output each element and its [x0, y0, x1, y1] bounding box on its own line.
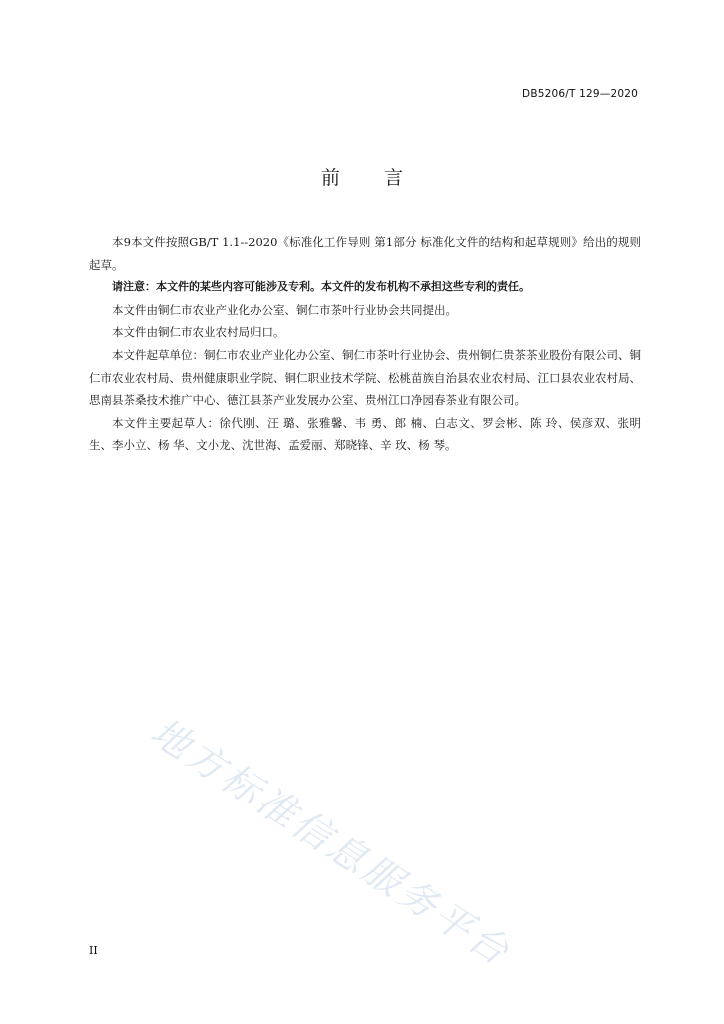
watermark: 地方标准信息服务平台: [143, 709, 520, 976]
page-title: 前言: [320, 167, 447, 189]
document-code: DB5206/T 129—2020: [522, 88, 638, 100]
paragraph-drafting-units: 本文件起草单位：铜仁市农业产业化办公室、铜仁市茶叶行业协会、贵州铜仁贵茶茶业股份有限公司、铜仁市农业农村局、贵州健康职业学院、铜仁职业技术学院、松桃苗族自治县农业农村局、江口县农业农村局、思南县茶桑技术推广中心、德江县茶产业发展办公室、贵州江口净园春茶业有限公司。: [89, 347, 641, 408]
paragraph-drafters: 本文件主要起草人：徐代刚、汪 璐、张雅馨、韦 勇、郎 楠、白志文、罗会彬、陈 玲、侯彦双、张明生、李小立、杨 华、文小龙、沈世海、孟爱丽、郑晓锋、辛 玫、杨 琴。: [89, 415, 641, 453]
page-number: II: [89, 944, 98, 957]
paragraph-patent-notice: 请注意：本文件的某些内容可能涉及专利。本文件的发布机构不承担这些专利的责任。: [112, 280, 530, 294]
paragraph-administrator: 本文件由铜仁市农业农村局归口。: [112, 325, 285, 340]
preface-body: [89, 231, 641, 457]
paragraph-proposer: 本文件由铜仁市农业产业化办公室、铜仁市茶叶行业协会共同提出。: [112, 302, 457, 317]
paragraph-drafting-rules: 本9本文件按照GB/T 1.1--2020《标准化工作导则 第1部分 标准化文件的结构和起草规则》给出的规则起草。: [89, 235, 641, 272]
